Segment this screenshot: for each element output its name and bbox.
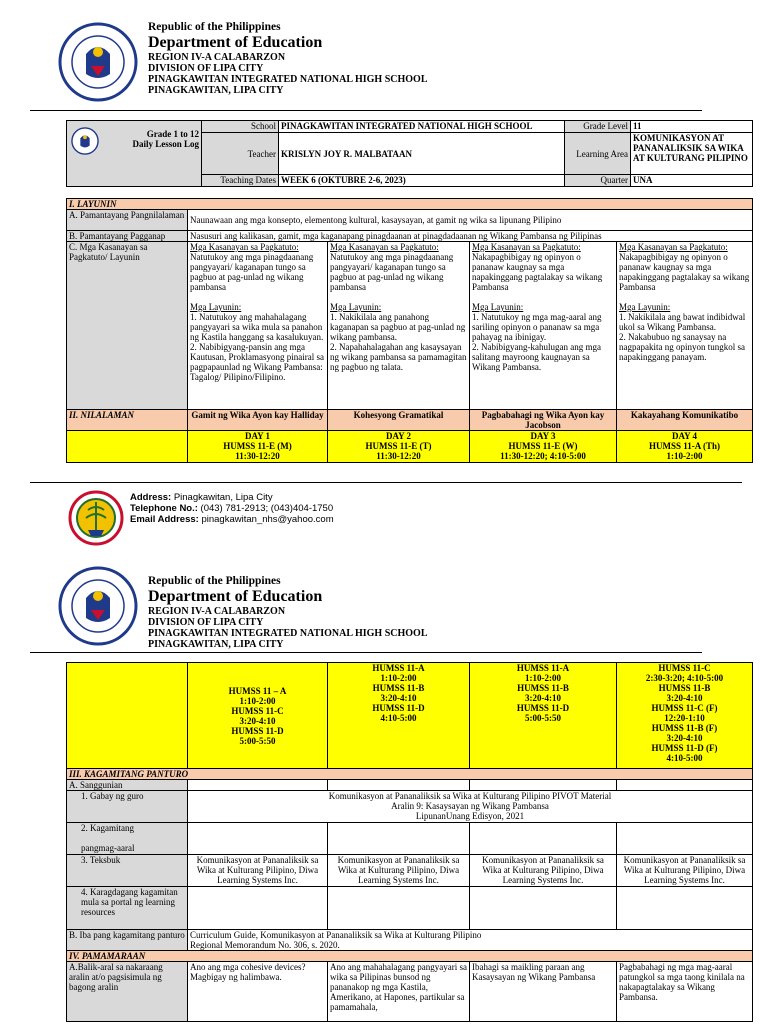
school-logo-icon [68, 490, 124, 546]
page2-schedule-day-3: HUMSS 11-A 1:10-2:00 HUMSS 11-B 3:20-4:10 HUMSS 11-D 5:00-5:50 [470, 663, 617, 769]
balik-aral-label: A.Balik-aral sa nakaraang aralin at/o pagsisimula ng bagong aralin [67, 962, 188, 1022]
learning-area-value: KOMUNIKASYON AT PANANALIKSIK SA WIKA AT KULTURANG PILIPINO [631, 133, 753, 175]
dll-title-2: Daily Lesson Log [132, 139, 199, 149]
kasanayan-day-3: Mga Kasanayan sa Pagkatuto: Nakapagbibigay ng opinyon o pananaw kaugnay sa mga napakinggang pagtalakay sa wikang Pambansa Mga Layunin: 1. Natutukoy ng mga mag-aaral ang sariling opinyon o pananaw sa mga pahayag na ibinigay. 2. Nabibigyang-kahulugan ang mga salitang mayroong kaugnayan sa Wikang Pambansa. [470, 242, 617, 410]
department-title: Department of Education [148, 34, 323, 51]
topic-day-3: Pagbabahagi ng Wika Ayon kay Jacobson [470, 410, 617, 431]
grade-level-value: 11 [631, 121, 753, 133]
teaching-dates-label: Teaching Dates [202, 175, 279, 187]
city-text: PINAGKAWITAN, LIPA CITY [148, 639, 284, 650]
teksbuk-day-1: Komunikasyon at Pananaliksik sa Wika at Kulturang Pilipino, Diwa Learning Systems Inc. [188, 855, 328, 887]
balik-aral-day-3: Ibahagi sa maikling paraan ang Kasaysayan ng Wikang Pambansa [470, 962, 617, 1022]
header-divider [30, 652, 702, 653]
kasanayan-day-4: Mga Kasanayan sa Pagkatuto: Nakapagbibigay ng opinyon o pananaw kaugnay sa mga napakinggang pagtalakay sa wikang Pambansa Mga Layunin: 1. Nakikilala ang bawat indibidwal ukol sa Wikang Pambansa. 2. Nakabubuo ng sanaysay na nagpapakita ng opinyon tungkol sa napakinggang panayam. [617, 242, 753, 410]
republic-text: Republic of the Philippines [148, 575, 281, 587]
page2-schedule-blank [67, 663, 188, 769]
footer-telephone: Telephone No.: (043) 781-2913; (043)404-1750 [130, 503, 334, 514]
teksbuk-day-3: Komunikasyon at Pananaliksik sa Wika at Kulturang Pilipino, Diwa Learning Systems Inc. [470, 855, 617, 887]
pamantayang-pangnilalaman-value: Naunawaan ang mga konsepto, elementong kultural, kasaysayan, at gamit ng wika sa lipunang Pilipino [188, 210, 753, 231]
deped-logo-icon [71, 127, 99, 155]
header-divider [30, 110, 702, 111]
pamantayang-pagganap-label: B. Pamantayang Pagganap [67, 231, 188, 242]
topic-day-2: Kohesyong Gramatikal [328, 410, 470, 431]
page2-schedule-day-4: HUMSS 11-C 2:30-3:20; 4:10-5:00 HUMSS 11-B 3:20-4:10 HUMSS 11-C (F) 12:20-1:10 HUMSS 11-B (F) 3:20-4:10 HUMSS 11-D (F) 4:10-5:00 [617, 663, 753, 769]
layunin-heading: I. LAYUNIN [67, 199, 753, 210]
division-text: DIVISION OF LIPA CITY [148, 63, 264, 74]
balik-aral-day-2: Ano ang mahahalagang pangyayari sa wika sa Pilipinas bunsod ng pananakop ng mga Kastila, Amerikano, at Hapones, partikular sa pamamahala, [328, 962, 470, 1022]
gabay-guro-value: Komunikasyon at Pananaliksik sa Wika at Kulturang Pilipino PIVOT Material Aralin 9: Kasaysayan ng Wikang Pambansa LipunanUnang Edisyon, 2021 [188, 791, 753, 823]
teksbuk-day-2: Komunikasyon at Pananaliksik sa Wika at Kulturang Pilipino, Diwa Learning Systems Inc. [328, 855, 470, 887]
dll-title-cell [67, 121, 202, 187]
pamantayang-pangnilalaman-label: A. Pamantayang Pangnilalaman [67, 210, 188, 231]
republic-text: Republic of the Philippines [148, 21, 281, 33]
deped-seal-icon [58, 566, 138, 646]
schedule-day-2: DAY 2 HUMSS 11-E (T) 11:30-12:20 [328, 431, 470, 463]
schedule-blank [67, 431, 188, 463]
grade-level-label: Grade Level [565, 121, 631, 133]
info-table [66, 120, 753, 187]
quarter-label: Quarter [565, 175, 631, 187]
footer-address: Address: Pinagkawitan, Lipa City [130, 492, 273, 503]
department-title: Department of Education [148, 588, 323, 605]
dll-title-1: Grade 1 to 12 [146, 129, 199, 139]
teksbuk-label: 3. Teksbuk [67, 855, 188, 887]
city-text: PINAGKAWITAN, LIPA CITY [148, 85, 284, 96]
balik-aral-day-4: Pagbabahagi ng mga mag-aaral patungkol sa mga taong kinilala na nakapagtalakay sa Wikang Pambansa. [617, 962, 753, 1022]
teacher-value: KRISLYN JOY R. MALBATAAN [279, 133, 565, 175]
iba-pang-kagamitan-label: B. Iba pang kagamitang panturo [67, 930, 188, 951]
deped-seal-icon [58, 22, 138, 102]
teacher-label: Teacher [202, 133, 279, 175]
division-text: DIVISION OF LIPA CITY [148, 617, 264, 628]
nilalaman-heading: II. NILALAMAN [67, 410, 188, 431]
teaching-dates-value: WEEK 6 (OKTUBRE 2-6, 2023) [279, 175, 565, 187]
school-value: PINAGKAWITAN INTEGRATED NATIONAL HIGH SCHOOL [279, 121, 565, 133]
kasanayan-label: C. Mga Kasanayan sa Pagkatuto/ Layunin [67, 242, 188, 410]
page-footer [30, 478, 742, 538]
region-text: REGION IV-A CALABARZON [148, 606, 286, 617]
learning-area-label: Learning Area [565, 133, 631, 175]
school-name-text: PINAGKAWITAN INTEGRATED NATIONAL HIGH SCHOOL [148, 628, 428, 639]
lesson-table-2 [66, 662, 753, 1022]
region-text: REGION IV-A CALABARZON [148, 52, 286, 63]
kasanayan-day-1: Mga Kasanayan sa Pagkatuto: Natutukoy ang mga pinagdaanang pangyayari/ kaganapan tungo sa pagbuo at pag-unlad ng wikang pambansa Mga Layunin: 1. Natutukoy ang mahahalagang pangyayari sa wika mula sa panahon ng Kastila hanggang sa kasalukuyan. 2. Nabibigyang-pansin ang mga Kautusan, Proklamasyong pinairal sa pagpapaunlad ng Wikang Pambansa: Tagalog/ Pilipino/Filipino. [188, 242, 328, 410]
school-label: School [202, 121, 279, 133]
footer-divider [30, 482, 742, 483]
iba-pang-kagamitan-value: Curriculum Guide, Komunikasyon at Pananaliksik sa Wika at Kulturang Pilipino Regional Memorandum No. 306, s. 2020. [188, 930, 753, 951]
kasanayan-day-2: Mga Kasanayan sa Pagkatuto: Natutukoy ang mga pinagdaanang pangyayari/ kaganapan tungo sa pagbuo at pag-unlad ng wikang pambansa Mga Layunin: 1. Nakikilala ang panahong kaganapan sa pagbuo at pag-unlad ng wikang pambansa. 2. Napahahalagahan ang kasaysayan ng wikang pambansa sa pamamagitan ng pagbuo ng talata. [328, 242, 470, 410]
kagamitang-pangmag-aaral-label: 2. Kagamitang pangmag-aaral [67, 823, 188, 855]
topic-day-1: Gamit ng Wika Ayon kay Halliday [188, 410, 328, 431]
schedule-day-1: DAY 1 HUMSS 11-E (M) 11:30-12:20 [188, 431, 328, 463]
schedule-day-3: DAY 3 HUMSS 11-E (W) 11:30-12:20; 4:10-5:00 [470, 431, 617, 463]
footer-email: Email Address: pinagkawitan_nhs@yahoo.com [130, 514, 334, 525]
pamantayang-pagganap-value: Nasusuri ang kalikasan, gamit, mga kaganapang pinagdaanan at pinagdadaanan ng Wikang Pambansa ng Pilipinas [188, 231, 753, 242]
school-name-text: PINAGKAWITAN INTEGRATED NATIONAL HIGH SCHOOL [148, 74, 428, 85]
quarter-value: UNA [631, 175, 753, 187]
balik-aral-day-1: Ano ang mga cohesive devices? Magbigay ng halimbawa. [188, 962, 328, 1022]
gabay-guro-label: 1. Gabay ng guro [67, 791, 188, 823]
sanggunian-label: A. Sanggunian [67, 780, 188, 791]
schedule-day-4: DAY 4 HUMSS 11-A (Th) 1:10-2:00 [617, 431, 753, 463]
topic-day-4: Kakayahang Komunikatibo [617, 410, 753, 431]
page2-schedule-day-2: HUMSS 11-A 1:10-2:00 HUMSS 11-B 3:20-4:10 HUMSS 11-D 4:10-5:00 [328, 663, 470, 769]
teksbuk-day-4: Komunikasyon at Pananaliksik sa Wika at Kulturang Pilipino, Diwa Learning Systems Inc. [617, 855, 753, 887]
pamamaraan-heading: IV. PAMAMARAAN [67, 951, 753, 962]
karagdagang-kagamitan-label: 4. Karagdagang kagamitan mula sa portal ng learning resources [67, 887, 188, 930]
lesson-table-1 [66, 198, 753, 463]
kagamitan-heading: III. KAGAMITANG PANTURO [67, 769, 753, 780]
page2-schedule-day-1: HUMSS 11 – A 1:10-2:00 HUMSS 11-C 3:20-4:10 HUMSS 11-D 5:00-5:50 [188, 663, 328, 769]
